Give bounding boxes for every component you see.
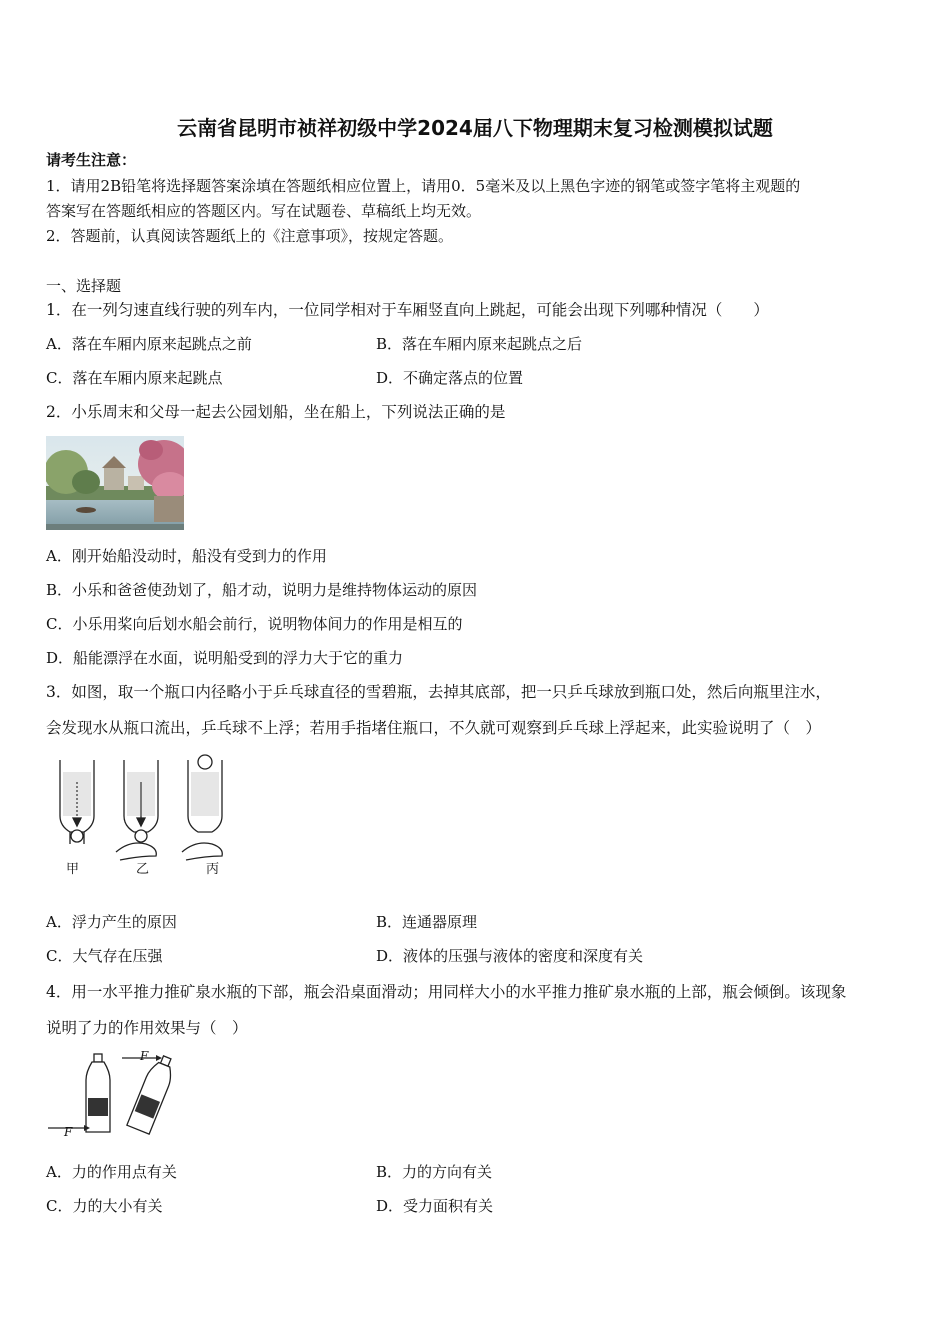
q2-stem: 2．小乐周末和父母一起去公园划船，坐在船上，下列说法正确的是 [46,403,506,421]
q4-stem-line1: 4．用一水平推力推矿泉水瓶的下部，瓶会沿桌面滑动；用同样大小的水平推力推矿泉水瓶的上部，瓶会倾倒。该现象 [46,983,847,1001]
q1-option-b[interactable]: B．落在车厢内原来起跳点之后 [376,335,583,353]
q1-option-c[interactable]: C．落在车厢内原来起跳点 [46,369,223,387]
q4-stem-line2: 说明了力的作用效果与（ ） [46,1019,248,1037]
notice-heading: 请考生注意： [46,151,137,169]
page-title: 云南省昆明市祯祥初级中学2024届八下物理期末复习检测模拟试题 [177,116,773,140]
force-label-upper: F [140,1049,149,1063]
bottle-experiment-figure [50,752,250,882]
q2-option-b[interactable]: B．小乐和爸爸使劲划了，船才动，说明力是维持物体运动的原因 [46,581,478,599]
q1-stem: 1．在一列匀速直线行驶的列车内，一位同学相对于车厢竖直向上跳起，可能会出现下列哪种情况（ ） [46,301,769,319]
park-boating-photo [46,436,184,530]
q3-stem-line1: 3．如图，取一个瓶口内径略小于乒乓球直径的雪碧瓶，去掉其底部，把一只乒乓球放到瓶口处，然后向瓶里注水， [46,683,831,701]
section-heading: 一、选择题 [46,277,122,295]
q4-option-a[interactable]: A．力的作用点有关 [46,1163,177,1181]
q4-option-b[interactable]: B．力的方向有关 [376,1163,493,1181]
q2-option-c[interactable]: C．小乐用桨向后划水船会前行，说明物体间力的作用是相互的 [46,615,463,633]
q3-stem-line2: 会发现水从瓶口流出，乒乓球不上浮；若用手指堵住瓶口，不久就可观察到乒乓球上浮起来，此实验说明了（ ） [46,719,822,737]
q4-option-c[interactable]: C．力的大小有关 [46,1197,163,1215]
notice-line-2: 2．答题前，认真阅读答题纸上的《注意事项》，按规定答题。 [46,227,454,245]
q3-option-c[interactable]: C．大气存在压强 [46,947,163,965]
q3-option-b[interactable]: B．连通器原理 [376,913,478,931]
force-label-lower: F [64,1125,73,1139]
notice-line-1a: 1．请用2B铅笔将选择题答案涂填在答题纸相应位置上，请用0．5毫米及以上黑色字迹的钢笔或签字笔将主观题的 [46,177,801,195]
q4-option-d[interactable]: D．受力面积有关 [376,1197,494,1215]
q1-option-d[interactable]: D．不确定落点的位置 [376,369,524,387]
q3-option-a[interactable]: A．浮力产生的原因 [46,913,177,931]
q3-option-d[interactable]: D．液体的压强与液体的密度和深度有关 [376,947,644,965]
q2-option-a[interactable]: A．刚开始船没动时，船没有受到力的作用 [46,547,327,565]
notice-line-1b: 答案写在答题纸相应的答题区内。写在试题卷、草稿纸上均无效。 [46,202,482,220]
q1-option-a[interactable]: A．落在车厢内原来起跳点之前 [46,335,252,353]
q2-option-d[interactable]: D．船能漂浮在水面，说明船受到的浮力大于它的重力 [46,649,404,667]
figure-label-bing: 丙 [206,862,220,877]
figure-label-yi: 乙 [136,862,150,877]
figure-label-jia: 甲 [66,862,80,877]
